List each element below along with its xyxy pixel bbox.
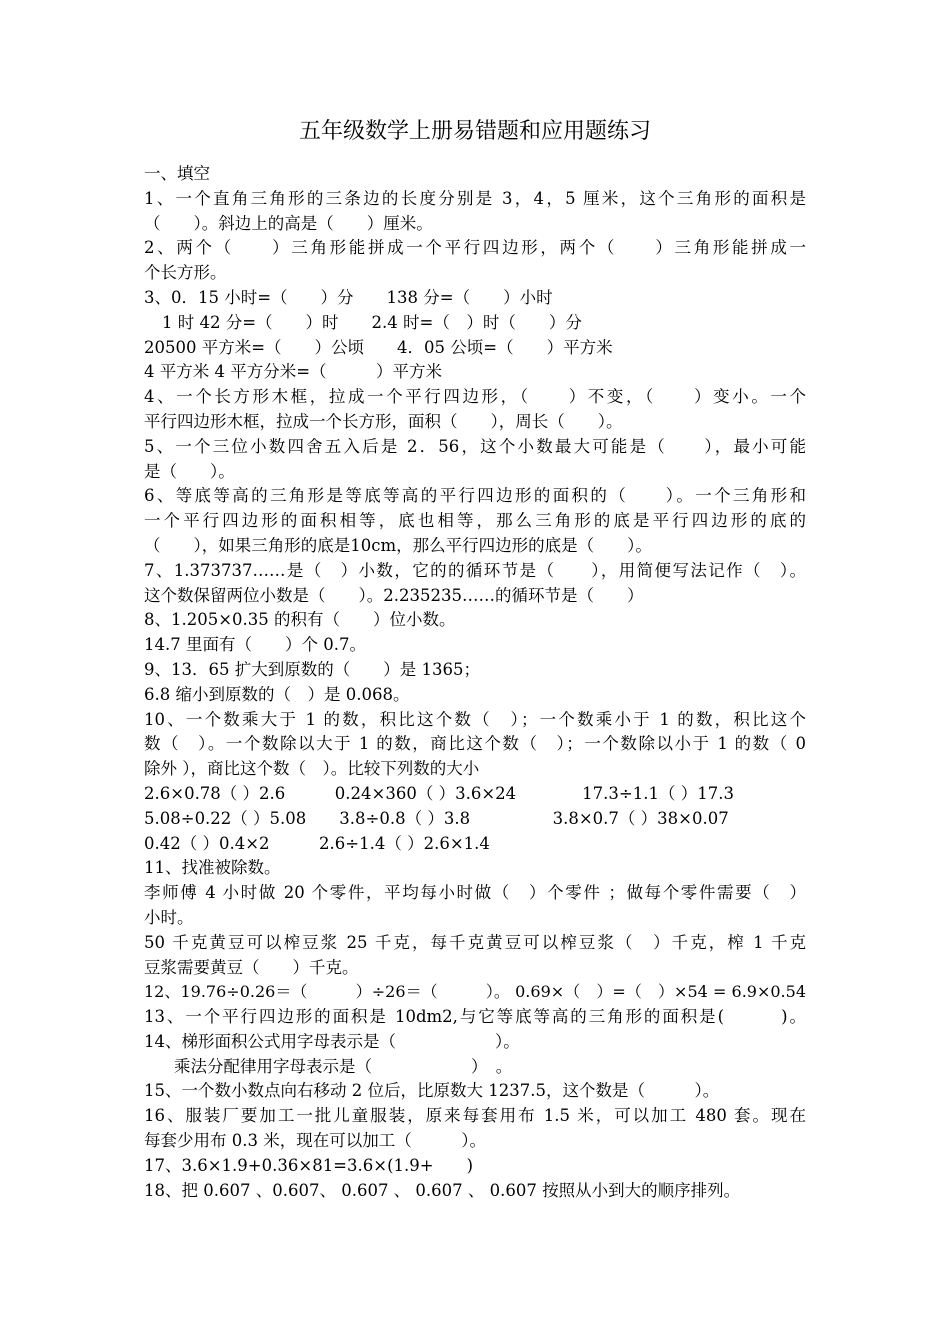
text-line: 1 时 42 分=（ ）时 2.4 时=（ ）时（ ）分 xyxy=(162,312,582,332)
text-line: 14、梯形面积公式用字母表示是（ ）。 xyxy=(144,1031,520,1051)
text-line: 6.8 缩小到原数的（ ）是 0.068。 xyxy=(144,684,410,704)
text-line: 7、1.373737……是（ ）小数，它的的循环节是（ ），用简便写法记作（ ）。 xyxy=(144,560,806,580)
page-title: 五年级数学上册易错题和应用题练习 xyxy=(298,119,651,144)
text-line: 小时。 xyxy=(144,907,194,927)
text-line: 数（ ）。一个数除以大于 1 的数，商比这个数（ ）；一个数除以小于 1 的数（ 0 xyxy=(144,734,806,754)
text-line: 50 千克黄豆可以榨豆浆 25 千克，每千克黄豆可以榨豆浆（ ）千克，榨 1 千克 xyxy=(144,932,806,952)
text-line: 10、一个数乘大于 1 的数，积比这个数（ ）；一个数乘小于 1 的数，积比这个 xyxy=(144,709,806,729)
text-line: 17、3.6×1.9+0.36×81=3.6×(1.9+ ) xyxy=(144,1155,474,1175)
text-line: 个长方形。 xyxy=(144,263,227,283)
text-line: 2.6×0.78（ ）2.6 0.24×360（ ）3.6×24 17.3÷1.1（ ）17.3 xyxy=(144,783,734,803)
text-line: 12、19.76÷0.26＝（ ）÷26＝（ ）。 0.69×（ ）=（ ）×54 = 6.9×0.54 xyxy=(144,982,806,1002)
text-line: 5、一个三位小数四舍五入后是 2．56，这个小数最大可能是（ ），最小可能 xyxy=(144,436,806,456)
text-line: （ ）。斜边上的高是（ ）厘米。 xyxy=(144,213,433,233)
text-line: 14.7 里面有（ ）个 0.7。 xyxy=(144,635,366,655)
text-line: 2、两个（ ）三角形能拼成一个平行四边形，两个（ ）三角形能拼成一 xyxy=(144,238,806,258)
text-line: 1、一个直角三角形的三条边的长度分别是 3，4，5 厘米，这个三角形的面积是 xyxy=(144,188,806,208)
text-line: 3、0．15 小时=（ ）分 138 分=（ ）小时 xyxy=(144,287,553,307)
text-line: 平行四边形木框，拉成一个长方形，面积（ ），周长（ ）。 xyxy=(144,411,623,431)
text-line: 一个平行四边形的面积相等，底也相等，那么三角形的底是平行四边形的底的 xyxy=(144,511,806,531)
text-line: 16、服装厂要加工一批儿童服装，原来每套用布 1.5 米，可以加工 480 套。现在 xyxy=(144,1106,806,1126)
text-line: 20500 平方米=（ ）公顷 4．05 公顷=（ ）平方米 xyxy=(144,337,613,357)
text-line: 4 平方米 4 平方分米=（ ）平方米 xyxy=(144,362,443,382)
worksheet-content xyxy=(144,162,806,1203)
text-line: 9、13．65 扩大到原数的（ ）是 1365； xyxy=(144,659,480,679)
text-line: 豆浆需要黄豆（ ）千克。 xyxy=(144,957,359,977)
text-line: 15、一个数小数点向右移动 2 位后，比原数大 1237.5，这个数是（ ）。 xyxy=(144,1081,720,1101)
text-line: 4、一个长方形木框，拉成一个平行四边形，（ ）不变，（ ）变小。一个 xyxy=(144,387,806,407)
text-line: 6、等底等高的三角形是等底等高的平行四边形的面积的（ ）。一个三角形和 xyxy=(144,486,806,506)
text-line: 是（ ）。 xyxy=(144,461,235,481)
text-line: 13、一个平行四边形的面积是 10dm2,与它等底等高的三角形的面积是( )。 xyxy=(144,1007,806,1027)
text-line: 每套少用布 0.3 米，现在可以加工（ ）。 xyxy=(144,1131,486,1151)
text-line: 8、1.205×0.35 的积有（ ）位小数。 xyxy=(144,610,456,630)
text-line: 除外 ），商比这个数（ ）。比较下列数的大小 xyxy=(144,759,480,779)
text-line: 一、填空 xyxy=(144,164,210,183)
text-line: 这个数保留两位小数是（ ）。2.235235……的循环节是（ ） xyxy=(144,585,644,605)
text-line: 乘法分配律用字母表示是（ ） 。 xyxy=(174,1056,513,1076)
text-line: 18、把 0.607 、0.607、 0.607 、 0.607 、 0.607 按照从小到大的顺序排列。 xyxy=(144,1180,741,1200)
text-line: 11、找准被除数。 xyxy=(144,858,281,878)
text-line: 李师傅 4 小时做 20 个零件，平均每小时做（ ）个零件 ；做每个零件需要（ ） xyxy=(144,883,806,903)
text-line: （ ），如果三角形的底是10cm，那么平行四边形的底是（ ）。 xyxy=(144,535,652,555)
text-line: 0.42（ ）0.4×2 2.6÷1.4（ ）2.6×1.4 xyxy=(144,833,490,853)
text-line: 5.08÷0.22（ ）5.08 3.8÷0.8（ ）3.8 3.8×0.7（ ）38×0.07 xyxy=(144,808,729,828)
